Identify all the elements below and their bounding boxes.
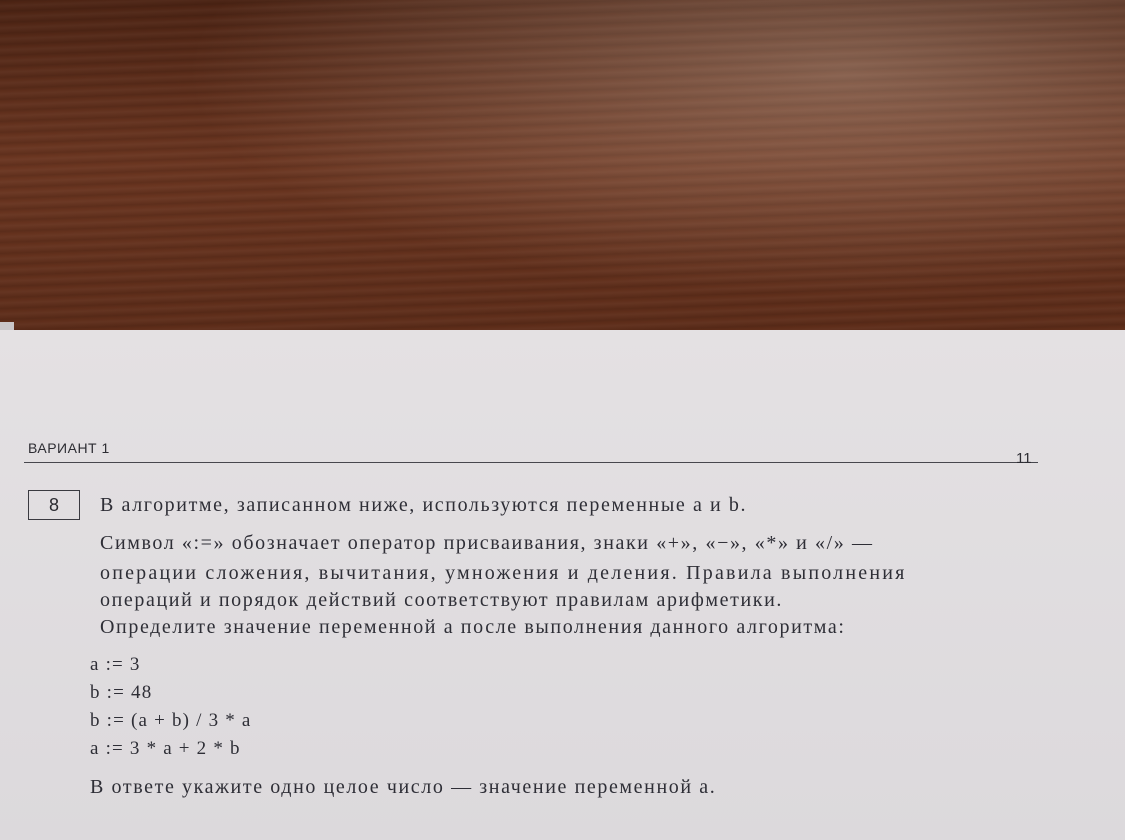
variant-header: ВАРИАНТ 1 <box>28 440 110 456</box>
code-line-2: b := 48 <box>90 682 153 703</box>
answer-prompt: В ответе укажите одно целое число — значение переменной a. <box>90 776 717 798</box>
code-line-4: a := 3 * a + 2 * b <box>90 738 241 759</box>
wooden-table-background <box>0 0 1125 360</box>
task-line-2: Символ «:=» обозначает оператор присваивания, знаки «+», «−», «*» и «/» — <box>100 532 874 554</box>
task-line-5: Определите значение переменной a после выполнения данного алгоритма: <box>100 616 846 638</box>
book-page <box>0 330 1125 840</box>
header-rule <box>24 462 1038 463</box>
task-number-box <box>28 490 80 520</box>
task-number: 8 <box>48 494 59 515</box>
code-line-3: b := (a + b) / 3 * a <box>90 710 252 731</box>
code-line-1: a := 3 <box>90 654 141 675</box>
task-line-1: В алгоритме, записанном ниже, используются переменные a и b. <box>100 494 748 516</box>
task-line-4: операций и порядок действий соответствуют правилам арифметики. <box>100 589 783 611</box>
task-line-3: операции сложения, вычитания, умножения и деления. Правила выполнения <box>100 562 907 584</box>
page-number: 11 <box>1016 450 1032 467</box>
